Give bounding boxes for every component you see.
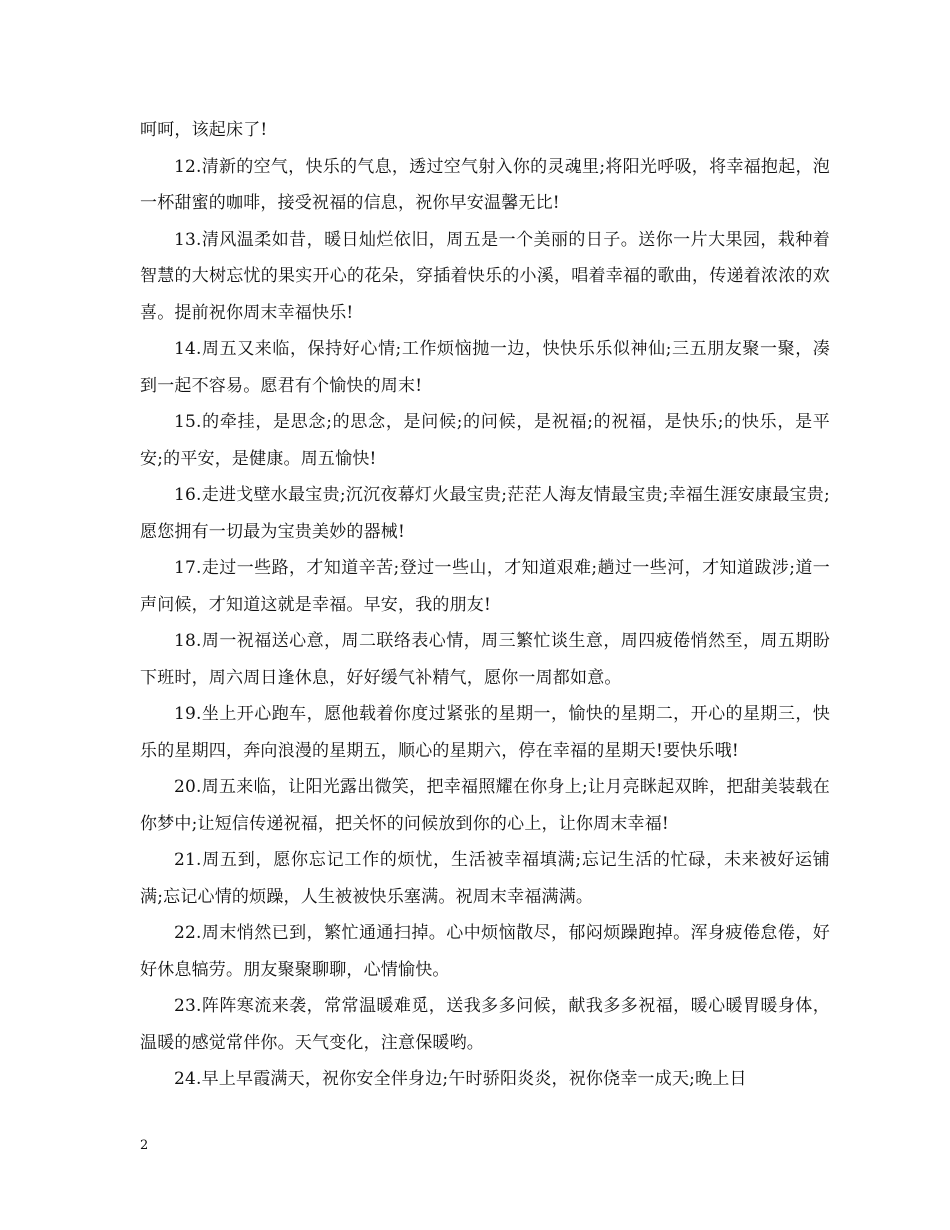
paragraph: 19.坐上开心跑车，愿他载着你度过紧张的星期一，愉快的星期二，开心的星期三，快乐的星期四，奔向浪漫的星期五，顺心的星期六，停在幸福的星期天!要快乐哦! [140, 704, 830, 761]
page-number: 2 [140, 1138, 149, 1153]
paragraph: 22.周末悄然已到，繁忙通通扫掉。心中烦恼散尽，郁闷烦躁跑掉。浑身疲倦怠倦，好好休息犒劳。朋友聚聚聊聊，心情愉快。 [140, 923, 830, 980]
paragraph: 20.周五来临，让阳光露出微笑，把幸福照耀在你身上;让月亮眯起双眸，把甜美装载在你梦中;让短信传递祝福，把关怀的问候放到你的心上，让你周末幸福! [140, 777, 830, 834]
paragraph: 17.走过一些路，才知道辛苦;登过一些山，才知道艰难;趟过一些河，才知道跋涉;道一声问候，才知道这就是幸福。早安，我的朋友! [140, 558, 830, 615]
paragraph: 16.走进戈壁水最宝贵;沉沉夜幕灯火最宝贵;茫茫人海友情最宝贵;幸福生涯安康最宝贵;愿您拥有一切最为宝贵美妙的器械! [140, 485, 830, 542]
paragraph: 15.的牵挂，是思念;的思念，是问候;的问候，是祝福;的祝福，是快乐;的快乐，是平安;的平安，是健康。周五愉快! [140, 412, 830, 469]
paragraph: 13.清风温柔如昔，暖日灿烂依旧，周五是一个美丽的日子。送你一片大果园，栽种着智慧的大树忘忧的果实开心的花朵，穿插着快乐的小溪，唱着幸福的歌曲，传递着浓浓的欢喜。提前祝你周末幸福快乐! [140, 229, 830, 323]
document-body [140, 112, 830, 1098]
paragraph: 14.周五又来临，保持好心情;工作烦恼抛一边，快快乐乐似神仙;三五朋友聚一聚，凑到一起不容易。愿君有个愉快的周末! [140, 339, 830, 396]
paragraph: 24.早上早霞满天，祝你安全伴身边;午时骄阳炎炎，祝你侥幸一成天;晚上日 [174, 1069, 747, 1089]
paragraph: 21.周五到，愿你忘记工作的烦忧，生活被幸福填满;忘记生活的忙碌，未来被好运铺满;忘记心情的烦躁，人生被被快乐塞满。祝周末幸福满满。 [140, 850, 830, 907]
paragraph: 18.周一祝福送心意，周二联络表心情，周三繁忙谈生意，周四疲倦悄然至，周五期盼下班时，周六周日逢休息，好好缓气补精气，愿你一周都如意。 [140, 631, 830, 688]
paragraph: 23.阵阵寒流来袭，常常温暖难觅，送我多多问候，献我多多祝福，暖心暖胃暖身体，温暖的感觉常伴你。天气变化，注意保暖哟。 [140, 996, 830, 1053]
paragraph: 呵呵，该起床了! [140, 120, 268, 140]
paragraph: 12.清新的空气，快乐的气息，透过空气射入你的灵魂里;将阳光呼吸，将幸福抱起，泡一杯甜蜜的咖啡，接受祝福的信息，祝你早安温馨无比! [140, 156, 830, 213]
